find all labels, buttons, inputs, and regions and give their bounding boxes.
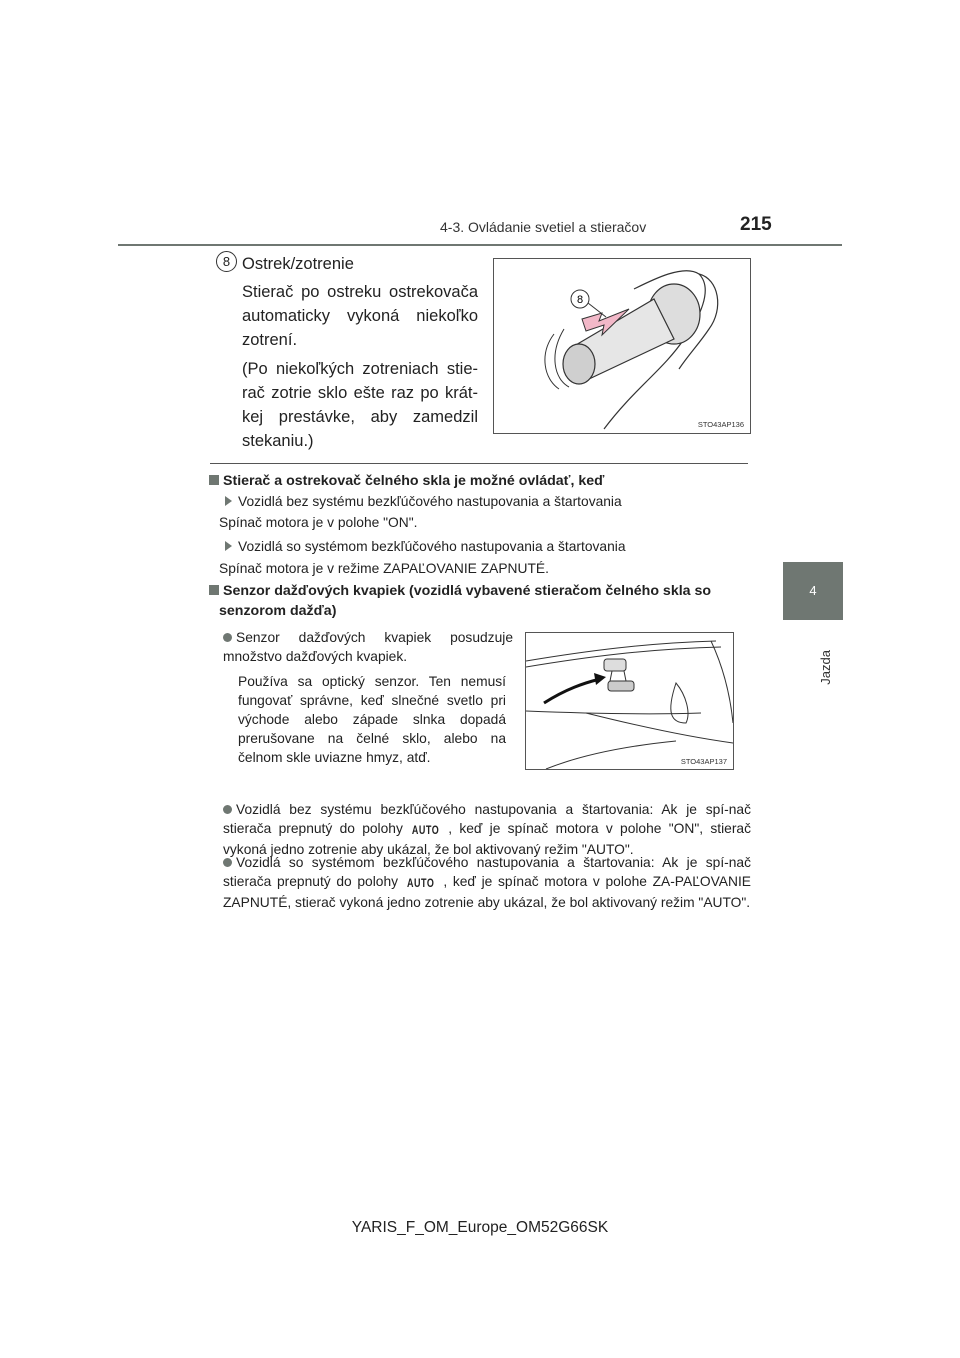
item-paragraph: (Po niekoľkých zotreniach stie-rač zotrie sklo ešte raz po krát-kej prestávke, aby zamedzil stekaniu.)	[242, 360, 478, 450]
section-header: 4-3. Ovládanie svetiel a stieračov	[440, 219, 647, 235]
square-bullet-icon	[209, 475, 219, 485]
bullet-text: Vozidlá bez systému bezkľúčového nastupovania a štartovania: Ak je spí-nač stierača prepnutý do polohy	[223, 802, 751, 836]
section-title-text: Stierač a ostrekovač čelného skla je možné ovládať, keď	[223, 473, 605, 489]
figure-marker: 8	[576, 294, 584, 306]
section-divider	[210, 463, 748, 464]
page-number: 215	[740, 214, 772, 235]
triangle-bullet-icon	[225, 496, 232, 506]
condition-subheading-text: Vozidlá so systémom bezkľúčového nastupovania a štartovania	[238, 539, 626, 554]
header-divider	[118, 244, 842, 246]
section-title-text: Senzor dažďových kvapiek (vozidlá vybavené stieračom čelného skla so	[223, 583, 712, 599]
wiper-lever-illustration	[494, 259, 750, 433]
figure-code: STO43AP137	[680, 757, 727, 766]
bullet-auto-mode-no-smart-key	[223, 800, 751, 859]
bullet-rain-sensor	[223, 628, 513, 666]
circle-bullet-icon	[223, 633, 232, 642]
condition-text: Spínač motora je v polohe "ON".	[219, 515, 418, 530]
chapter-tab: 4	[783, 562, 843, 620]
item-title: Ostrek/zotrenie	[242, 255, 354, 273]
bullet-text: Senzor dažďových kvapiek posudzuje množstvo dažďových kvapiek.	[223, 630, 513, 664]
document-id: YARIS_F_OM_Europe_OM52G66SK	[351, 1219, 609, 1236]
item-body	[242, 280, 478, 458]
rain-sensor-figure	[525, 632, 734, 770]
bullet-auto-mode-smart-key	[223, 853, 751, 912]
section-title-continued: senzorom dažďa)	[219, 603, 337, 619]
condition-subheading	[225, 539, 626, 554]
bullet-rain-sensor-detail: Používa sa optický senzor. Ten nemusí fungovať správne, keď slnečné svetlo pri východe alebo západe slnka dopadá prerušovane na čelné sklo, alebo na čelnom skle uviazne hmyz, atď.	[238, 674, 506, 765]
bullet-text: , keď je spínač motora v polohe "ON", stierač vykoná jedno zotrenie aby ukázal, že bol aktivovaný režim "AUTO".	[223, 821, 751, 857]
bullet-text: Vozidlá so systémom bezkľúčového nastupovania a štartovania: Ak je spí-nač stierača prepnutý do polohy	[223, 855, 751, 889]
chapter-label: Jazda	[818, 650, 833, 685]
circle-bullet-icon	[223, 805, 232, 814]
condition-subheading-text: Vozidlá bez systému bezkľúčového nastupovania a štartovania	[238, 494, 622, 509]
bullet-text: , keď je spínač motora v polohe ZA-PAĽOVANIE ZAPNUTÉ, stierač vykoná jedno zotrenie aby ukázal, že bol aktivovaný režim "AUTO".	[223, 874, 751, 910]
triangle-bullet-icon	[225, 541, 232, 551]
condition-text: Spínač motora je v režime ZAPAĽOVANIE ZAPNUTÉ.	[219, 561, 549, 576]
wiper-lever-figure	[493, 258, 751, 434]
figure-code: STO43AP136	[697, 420, 744, 429]
section-title	[209, 473, 604, 489]
section-title	[209, 583, 711, 599]
circle-bullet-icon	[223, 858, 232, 867]
windshield-illustration	[526, 633, 733, 769]
square-bullet-icon	[209, 585, 219, 595]
item-paragraph: Stierač po ostreku ostrekovača automaticky vykoná niekoľko zotrení.	[242, 283, 478, 349]
condition-subheading	[225, 494, 622, 509]
auto-position-icon: AUTO	[407, 876, 435, 890]
item-marker: 8	[216, 251, 237, 272]
auto-position-icon: AUTO	[411, 823, 440, 837]
